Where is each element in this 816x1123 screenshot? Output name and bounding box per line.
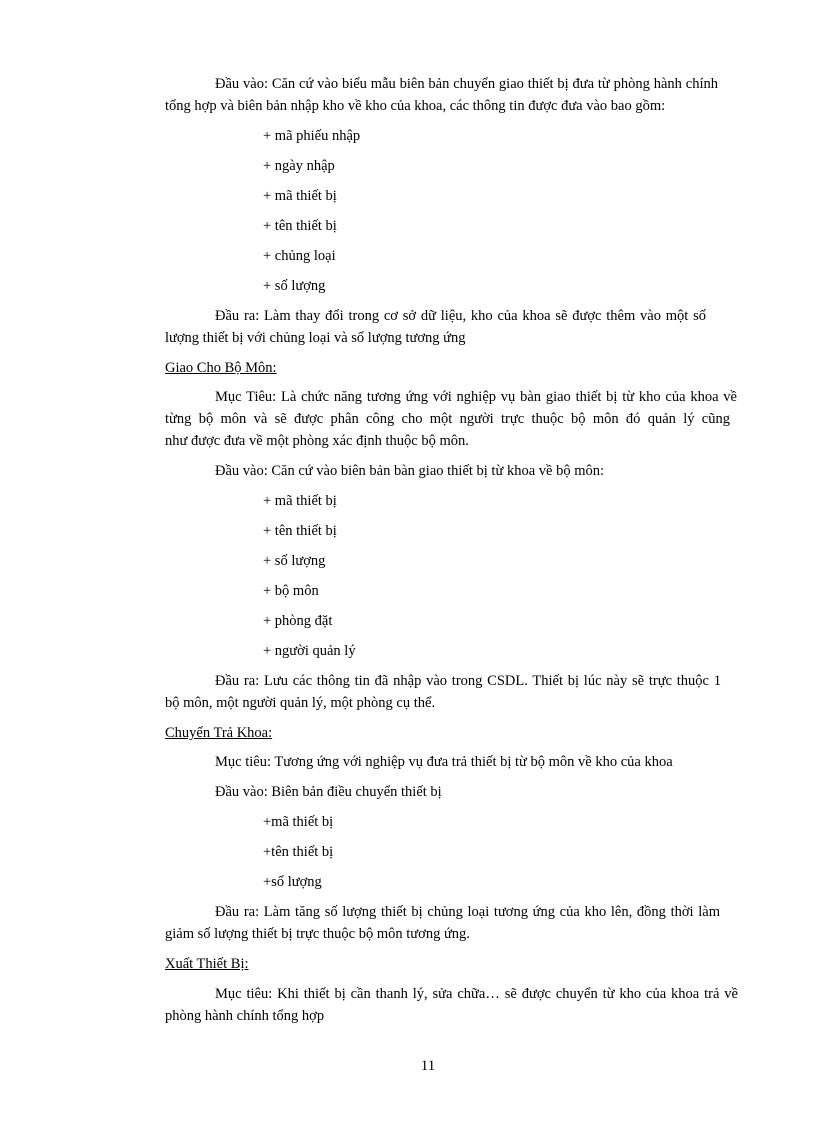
list-item: + bộ môn (263, 583, 319, 599)
list-item: +số lượng (263, 874, 322, 890)
list-item: + phòng đặt (263, 613, 333, 629)
list-item: + mã phiếu nhập (263, 128, 361, 144)
list-item: + mã thiết bị (263, 188, 337, 204)
section3-input-line1: Đầu vào: Biên bản điều chuyển thiết bị (215, 784, 442, 800)
section1-input-line1: Đầu vào: Căn cứ vào biểu mẫu biên bản chuyển giao thiết bị đưa từ phòng hành chính (215, 76, 718, 92)
list-item: +tên thiết bị (263, 844, 334, 860)
section4-heading: Xuất Thiết Bị: (165, 956, 249, 972)
section2-goal-line3: như được đưa về một phòng xác định thuộc bộ môn. (165, 433, 469, 449)
section4-goal-line2: phòng hành chính tổng hợp (165, 1008, 325, 1024)
section1-output-line1: Đầu ra: Làm thay đổi trong cơ sở dữ liệu, kho của khoa sẽ được thêm vào một số (215, 308, 706, 324)
section3-goal-line1: Mục tiêu: Tương ứng với nghiệp vụ đưa trả thiết bị từ bộ môn về kho của khoa (215, 754, 673, 770)
page-number: 11 (420, 1058, 436, 1074)
section1-input-line2: tổng hợp và biên bản nhập kho về kho của khoa, các thông tin được đưa vào bao gồm: (165, 98, 666, 114)
section3-heading: Chuyển Trả Khoa: (165, 725, 273, 741)
list-item: + tên thiết bị (263, 218, 337, 234)
section2-output-line2: bộ môn, một người quản lý, một phòng cụ thể. (165, 695, 436, 711)
list-item: + mã thiết bị (263, 493, 337, 509)
section3-output-line1: Đầu ra: Làm tăng số lượng thiết bị chủng loại tương ứng của kho lên, đồng thời làm (215, 904, 720, 920)
list-item: + người quản lý (263, 643, 356, 659)
list-item: + số lượng (263, 278, 326, 294)
list-item: + ngày nhập (263, 158, 335, 174)
section2-goal-line2: từng bộ môn và sẽ được phân công cho một người trực thuộc bộ môn đó quản lý cũng (165, 411, 730, 427)
section3-output-line2: giảm số lượng thiết bị trực thuộc bộ môn tương ứng. (165, 926, 470, 942)
list-item: + tên thiết bị (263, 523, 337, 539)
section2-output-line1: Đầu ra: Lưu các thông tin đã nhập vào trong CSDL. Thiết bị lúc này sẽ trực thuộc 1 (215, 673, 721, 689)
section2-goal-line1: Mục Tiêu: Là chức năng tương ứng với nghiệp vụ bàn giao thiết bị từ kho của khoa về (215, 389, 737, 405)
list-item: +mã thiết bị (263, 814, 334, 830)
section1-output-line2: lượng thiết bị với chủng loại và số lượng tương ứng (165, 330, 466, 346)
section2-heading: Giao Cho Bộ Môn: (165, 360, 277, 376)
section4-goal-line1: Mục tiêu: Khi thiết bị cần thanh lý, sửa chữa… sẽ được chuyển từ kho của khoa trả về (215, 986, 738, 1002)
list-item: + chủng loại (263, 248, 336, 264)
list-item: + số lượng (263, 553, 326, 569)
section2-input-line1: Đầu vào: Căn cứ vào biên bản bàn giao thiết bị từ khoa về bộ môn: (215, 463, 605, 479)
